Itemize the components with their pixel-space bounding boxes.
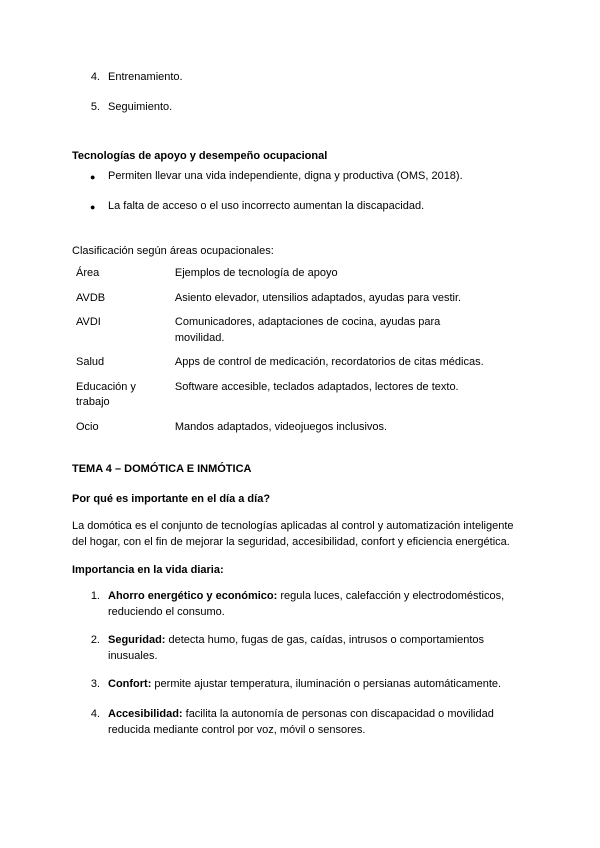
- bullet-text: Permiten llevar una vida independiente, digna y productiva (OMS, 2018).: [108, 170, 463, 182]
- bullet-text: La falta de acceso o el uso incorrecto aumentan la discapacidad.: [108, 200, 425, 212]
- list-number: 4.: [90, 71, 100, 83]
- table-cell: Ocio: [76, 420, 99, 433]
- item-text: detecta humo, fugas de gas, caídas, intrusos o comportamientos inusuales.: [108, 634, 485, 662]
- bullet-icon: ●: [90, 172, 96, 182]
- importance-item: [108, 589, 528, 620]
- item-text: regula luces, calefacción y electrodomésticos, reduciendo el consumo.: [108, 590, 505, 618]
- classification-table: [72, 262, 532, 440]
- importance-heading: Importancia en la vida diaria:: [72, 564, 224, 576]
- list-number: 2.: [90, 634, 100, 646]
- item-label: Ahorro energético y económico:: [108, 590, 278, 602]
- definition-paragraph: La domótica es el conjunto de tecnologías aplicadas al control y automatización inteligente del hogar, con el fin de mejorar la seguridad, accesibilidad, confort y eficiencia energética.: [72, 520, 514, 548]
- list-item-text: Entrenamiento.: [108, 71, 183, 83]
- list-number: 4.: [90, 708, 100, 720]
- table-cell: Salud: [76, 356, 105, 368]
- item-label: Seguridad:: [108, 634, 166, 646]
- table-row: [72, 351, 532, 376]
- tema-title: TEMA 4 – DOMÓTICA E INMÓTICA: [72, 463, 252, 475]
- item-label: Confort:: [108, 678, 152, 690]
- list-number: 1.: [90, 590, 100, 602]
- item-label: Accesibilidad:: [108, 708, 183, 720]
- item-text: permite ajustar temperatura, iluminación o persianas automáticamente.: [151, 678, 502, 690]
- table-cell: Comunicadores, adaptaciones de cocina, ayudas para movilidad.: [174, 316, 441, 344]
- list-number: 5.: [90, 101, 100, 113]
- table-cell: Educación y trabajo: [76, 380, 136, 408]
- bullet-icon: ●: [90, 202, 96, 212]
- table-row: [72, 416, 532, 441]
- classification-intro: Clasificación según áreas ocupacionales:: [72, 245, 274, 257]
- table-header-row: [72, 262, 532, 287]
- table-row: [72, 376, 532, 416]
- table-cell: Mandos adaptados, videojuegos inclusivos.: [174, 420, 388, 433]
- table-cell: Software accesible, teclados adaptados, lectores de texto.: [174, 380, 459, 393]
- tema-question: Por qué es importante en el día a día?: [72, 493, 271, 505]
- importance-item: [108, 677, 528, 693]
- table-cell: AVDI: [76, 316, 101, 328]
- table-cell: Área: [76, 267, 100, 279]
- list-item-text: Seguimiento.: [108, 101, 173, 113]
- table-cell: Apps de control de medicación, recordatorios de citas médicas.: [174, 356, 484, 368]
- table-cell: AVDB: [76, 291, 106, 304]
- importance-item: [108, 707, 528, 738]
- table-cell: Ejemplos de tecnología de apoyo: [174, 267, 338, 279]
- section-heading: Tecnologías de apoyo y desempeño ocupacional: [72, 150, 328, 162]
- table-row: [72, 287, 532, 312]
- table-cell: Asiento elevador, utensilios adaptados, ayudas para vestir.: [174, 291, 462, 304]
- table-row: [72, 311, 532, 351]
- item-text: facilita la autonomía de personas con discapacidad o movilidad reducida mediante control por voz, móvil o sensores.: [108, 708, 494, 736]
- list-number: 3.: [90, 678, 100, 690]
- importance-item: [108, 633, 528, 664]
